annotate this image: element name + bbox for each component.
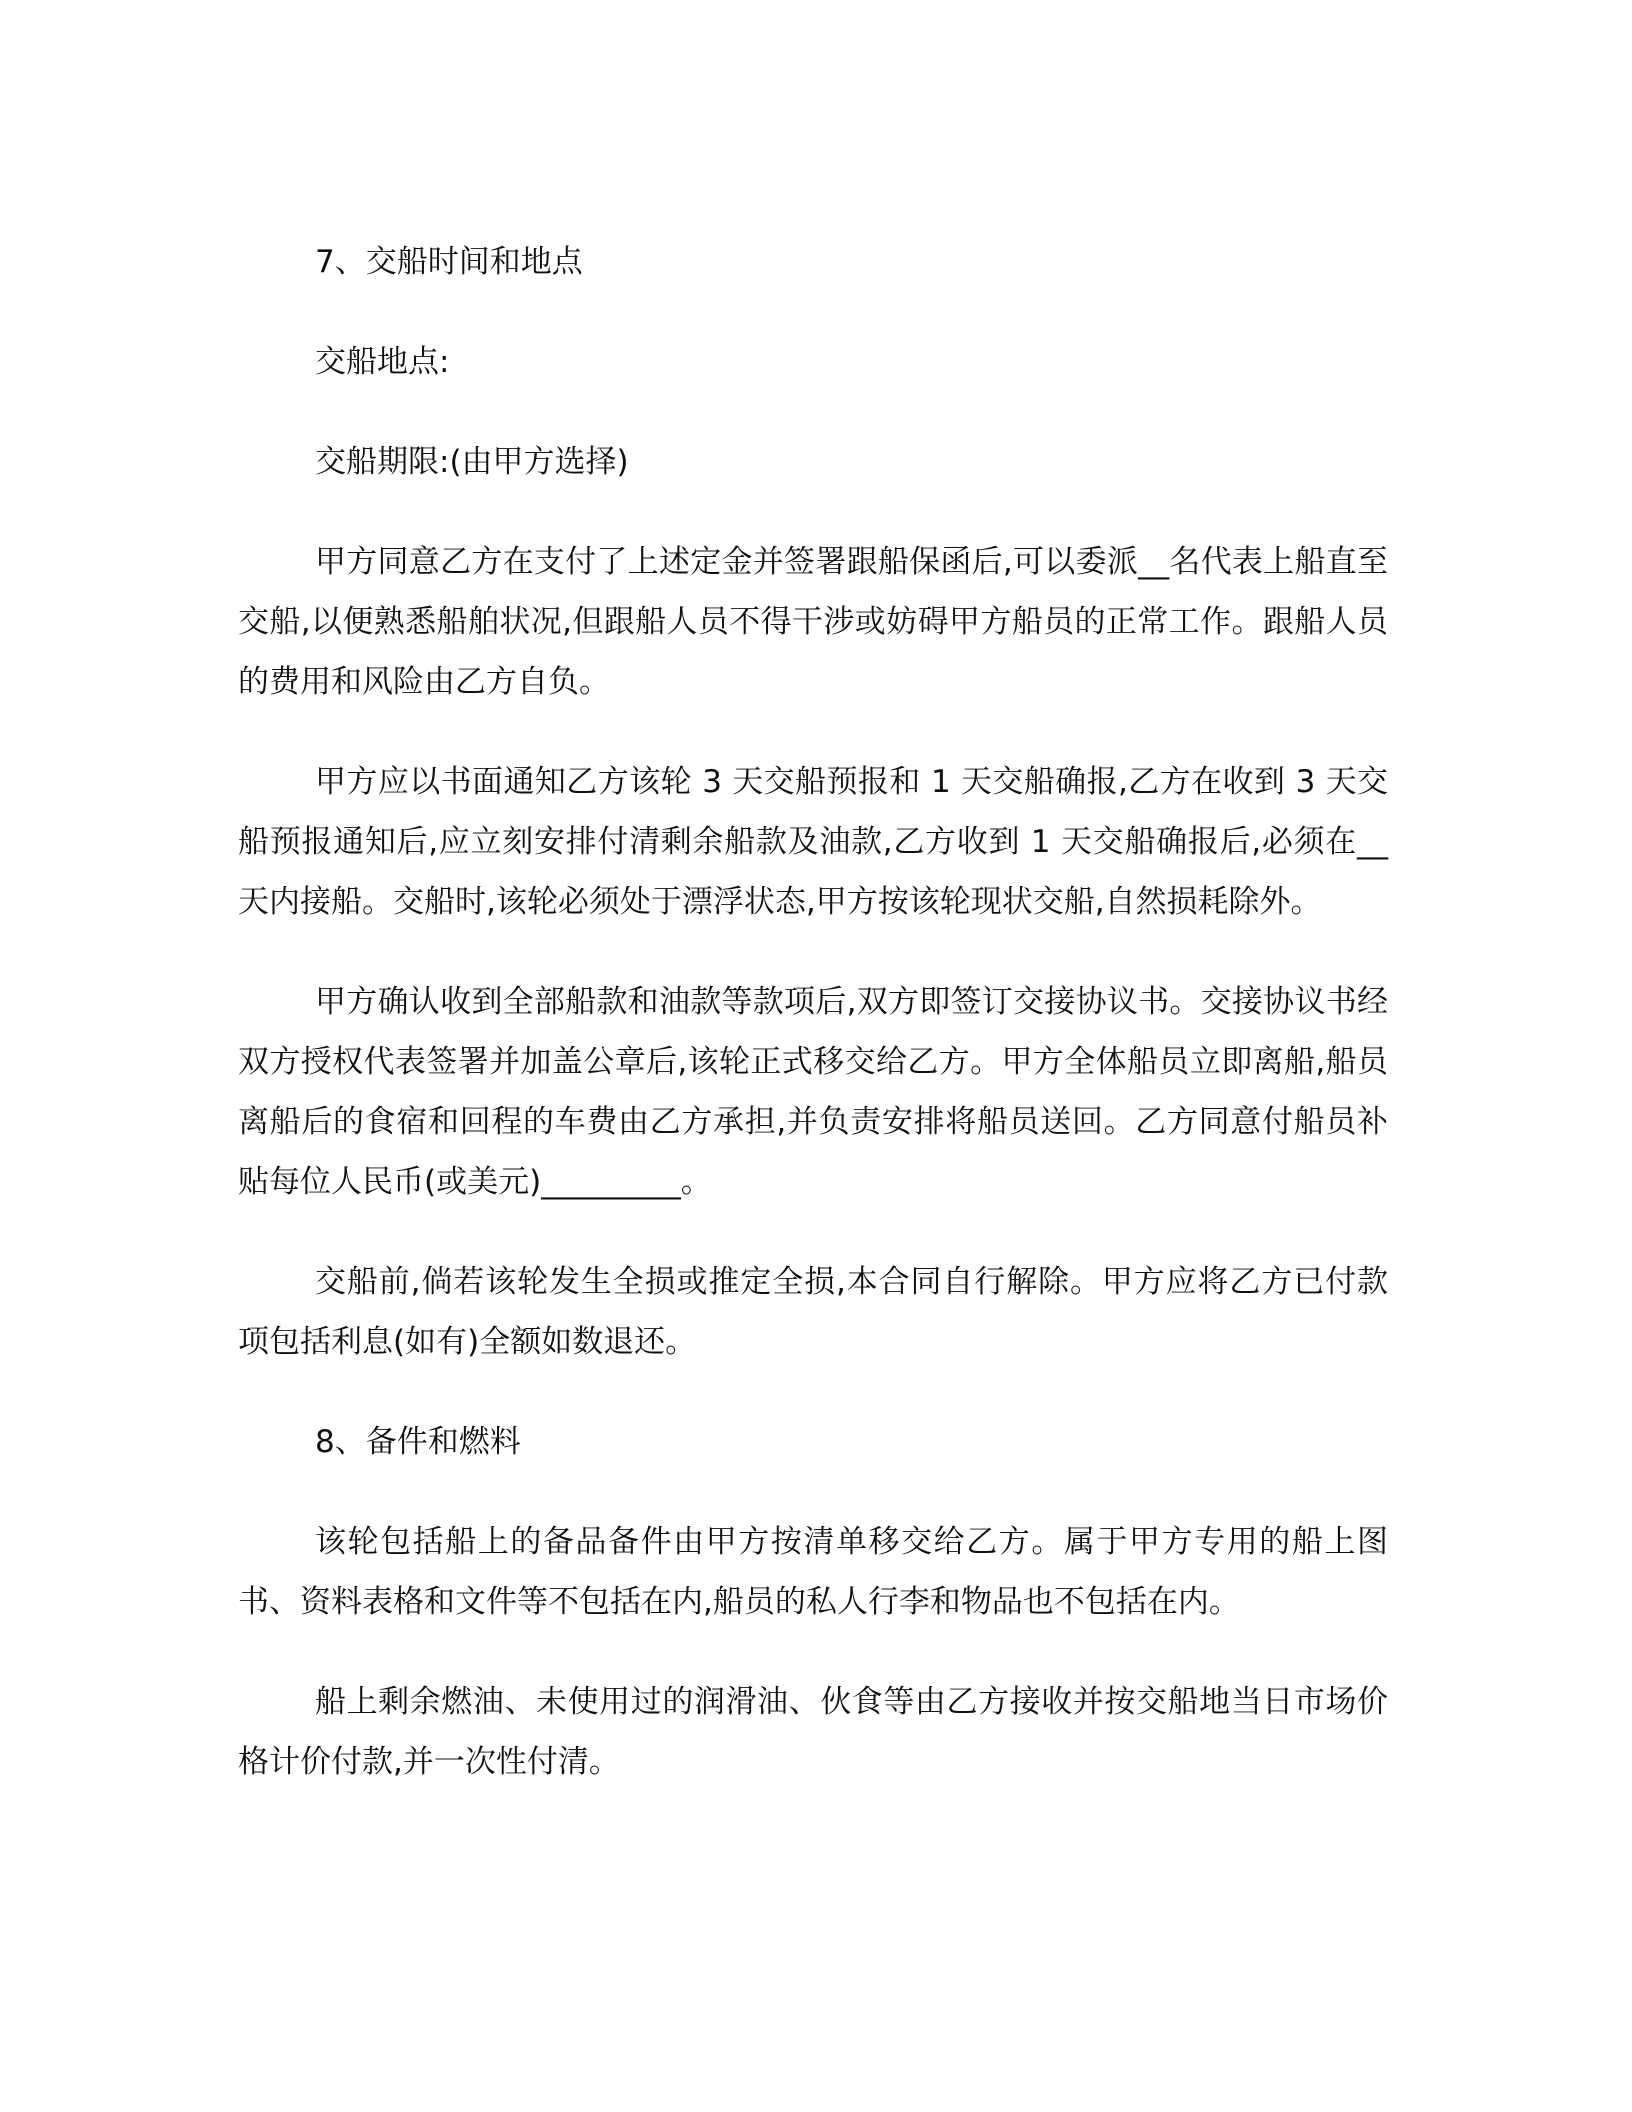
section-heading-8: 8、备件和燃料 [315,1424,521,1460]
delivery-place-paragraph: 交船地点: [315,344,450,380]
section-heading-7: 7、交船时间和地点 [315,244,583,280]
total-loss-paragraph: 交船前,倘若该轮发生全损或推定全损,本合同自行解除。甲方应将乙方已付款项包括利息(如有)全额如数退还。 [238,1264,1388,1360]
representative-paragraph: 甲方同意乙方在支付了上述定金并签署跟船保函后,可以委派__名代表上船直至交船,以便熟悉船舶状况,但跟船人员不得干涉或妨碍甲方船员的正常工作。跟船人员的费用和风险由乙方自负。 [238,544,1388,700]
document-body [238,232,1388,1832]
fuel-payment-paragraph: 船上剩余燃油、未使用过的润滑油、伙食等由乙方接收并按交船地当日市场价格计价付款,并一次性付清。 [238,1684,1388,1780]
delivery-deadline-paragraph: 交船期限:(由甲方选择) [315,444,629,480]
spare-parts-paragraph: 该轮包括船上的备品备件由甲方按清单移交给乙方。属于甲方专用的船上图书、资料表格和文件等不包括在内,船员的私人行李和物品也不包括在内。 [238,1524,1388,1620]
handover-agreement-paragraph: 甲方确认收到全部船款和油款等款项后,双方即签订交接协议书。交接协议书经双方授权代表签署并加盖公章后,该轮正式移交给乙方。甲方全体船员立即离船,船员离船后的食宿和回程的车费由乙方承担,并负责安排将船员送回。乙方同意付船员补贴每位人民币(或美元)_________。 [238,984,1388,1200]
notice-paragraph: 甲方应以书面通知乙方该轮 3 天交船预报和 1 天交船确报,乙方在收到 3 天交船预报通知后,应立刻安排付清剩余船款及油款,乙方收到 1 天交船确报后,必须在__天内接船。交船时,该轮必须处于漂浮状态,甲方按该轮现状交船,自然损耗除外。 [238,764,1388,920]
